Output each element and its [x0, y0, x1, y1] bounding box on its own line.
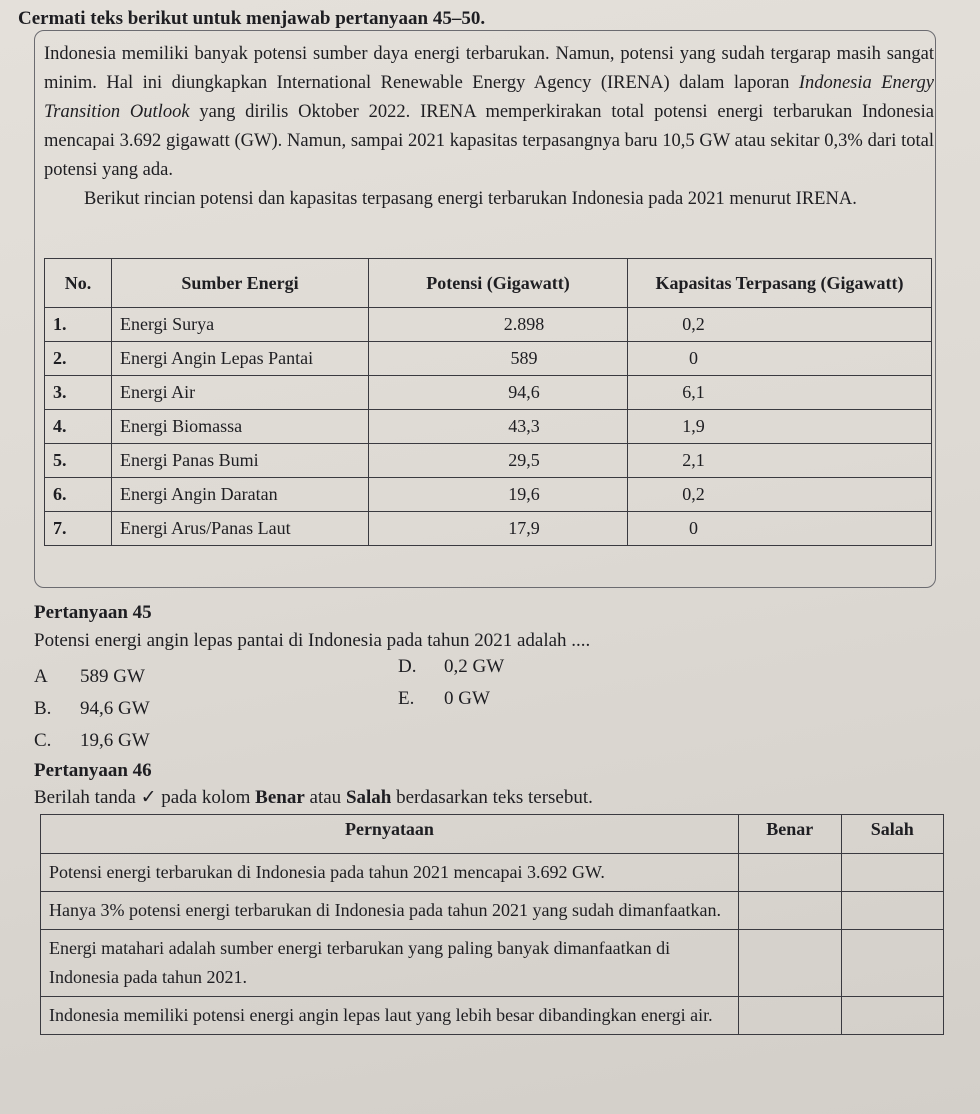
paragraph-1-text-b: yang dirilis Oktober 2022. IRENA memperkirakan total potensi energi terbarukan Indonesia mencapai 3.692 gigawatt (GW). Namun, sampai 2021 kapasitas terpasangnya baru 10,5 GW atau sekitar 0,3% dari total potensi yang ada.: [44, 102, 934, 180]
row-capacity: 0: [628, 342, 932, 376]
table-row: [45, 410, 932, 444]
row-source: Energi Air: [112, 376, 369, 410]
row-potential: 19,6: [369, 478, 628, 512]
true-false-table: [40, 814, 944, 1035]
header-no: No.: [45, 259, 112, 308]
question-45-title: Pertanyaan 45: [34, 602, 152, 623]
benar-checkbox[interactable]: [738, 892, 841, 930]
table-row: [45, 376, 932, 410]
statement-text: Hanya 3% potensi energi terbarukan di Indonesia pada tahun 2021 yang sudah dimanfaatkan.: [41, 892, 739, 930]
instruction-text-a: Berilah tanda ✓ pada kolom: [34, 787, 256, 808]
salah-checkbox[interactable]: [841, 997, 943, 1035]
option-text: 589 GW: [80, 666, 145, 687]
statement-row: [41, 854, 944, 892]
option-letter: C.: [34, 730, 52, 751]
salah-checkbox[interactable]: [841, 854, 943, 892]
statement-row: [41, 930, 944, 997]
header-benar: Benar: [738, 815, 841, 854]
header-source: Sumber Energi: [112, 259, 369, 308]
table-row: [45, 478, 932, 512]
question-46-instruction: [34, 786, 593, 809]
row-capacity: 2,1: [628, 444, 932, 478]
option-e[interactable]: [398, 688, 490, 710]
option-letter: D.: [398, 656, 417, 677]
benar-checkbox[interactable]: [738, 930, 841, 997]
statement-text: Potensi energi terbarukan di Indonesia pada tahun 2021 mencapai 3.692 GW.: [41, 854, 739, 892]
salah-checkbox[interactable]: [841, 892, 943, 930]
option-letter: E.: [398, 688, 415, 709]
row-potential: 2.898: [369, 308, 628, 342]
row-capacity: 0: [628, 512, 932, 546]
row-source: Energi Arus/Panas Laut: [112, 512, 369, 546]
option-letter: B.: [34, 698, 52, 719]
statement-text: Energi matahari adalah sumber energi terbarukan yang paling banyak dimanfaatkan di Indonesia pada tahun 2021.: [41, 930, 739, 997]
passage-paragraph-2: Berikut rincian potensi dan kapasitas terpasang energi terbarukan Indonesia pada 2021 menurut IRENA.: [84, 189, 857, 209]
header-salah: Salah: [841, 815, 943, 854]
salah-keyword: Salah: [345, 787, 392, 808]
row-no: 7.: [45, 512, 112, 546]
row-source: Energi Angin Daratan: [112, 478, 369, 512]
table-row: [45, 444, 932, 478]
row-potential: 43,3: [369, 410, 628, 444]
question-45-text: Potensi energi angin lepas pantai di Indonesia pada tahun 2021 adalah ....: [34, 630, 591, 651]
statement-row: [41, 892, 944, 930]
report-title: Indonesia Energy Transition Outlook: [44, 73, 934, 122]
row-source: Energi Angin Lepas Pantai: [112, 342, 369, 376]
energy-table: [44, 258, 932, 546]
header-capacity: Kapasitas Terpasang (Gigawatt): [628, 259, 932, 308]
option-text: 94,6 GW: [80, 698, 150, 719]
salah-checkbox[interactable]: [841, 930, 943, 997]
table-row: [45, 308, 932, 342]
row-source: Energi Panas Bumi: [112, 444, 369, 478]
row-no: 4.: [45, 410, 112, 444]
row-no: 1.: [45, 308, 112, 342]
option-letter: A: [34, 666, 48, 687]
row-potential: 29,5: [369, 444, 628, 478]
row-no: 3.: [45, 376, 112, 410]
option-b[interactable]: [34, 698, 150, 720]
row-potential: 17,9: [369, 512, 628, 546]
row-capacity: 0,2: [628, 308, 932, 342]
table-row: [45, 342, 932, 376]
row-no: 5.: [45, 444, 112, 478]
benar-checkbox[interactable]: [738, 854, 841, 892]
option-text: 0,2 GW: [444, 656, 505, 677]
statements-header: [41, 815, 944, 854]
passage-paragraph-1: [44, 40, 934, 185]
option-a[interactable]: [34, 666, 145, 688]
option-c[interactable]: [34, 730, 150, 752]
benar-checkbox[interactable]: [738, 997, 841, 1035]
reading-instruction: Cermati teks berikut untuk menjawab pertanyaan 45–50.: [18, 8, 486, 29]
option-text: 19,6 GW: [80, 730, 150, 751]
question-46-title: Pertanyaan 46: [34, 760, 152, 781]
row-source: Energi Biomassa: [112, 410, 369, 444]
table-row: [45, 512, 932, 546]
row-no: 6.: [45, 478, 112, 512]
header-statement: Pernyataan: [41, 815, 739, 854]
paragraph-1-text-a: Indonesia memiliki banyak potensi sumber daya energi terbarukan. Namun, potensi yang sudah tergarap masih sangat minim. Hal ini diungkapkan International Renewable Energy Agency (IRENA) dalam laporan: [44, 44, 934, 93]
energy-table-header: [45, 259, 932, 308]
row-potential: 589: [369, 342, 628, 376]
row-potential: 94,6: [369, 376, 628, 410]
option-d[interactable]: [398, 656, 504, 678]
row-capacity: 0,2: [628, 478, 932, 512]
benar-keyword: Benar: [255, 787, 305, 808]
instruction-text-c: berdasarkan teks tersebut.: [391, 787, 593, 808]
row-source: Energi Surya: [112, 308, 369, 342]
statement-row: [41, 997, 944, 1035]
reading-passage: [44, 40, 934, 214]
header-potential: Potensi (Gigawatt): [369, 259, 628, 308]
instruction-text-b: atau: [304, 787, 346, 808]
statement-text: Indonesia memiliki potensi energi angin lepas laut yang lebih besar dibandingkan energi air.: [41, 997, 739, 1035]
option-text: 0 GW: [444, 688, 490, 709]
row-no: 2.: [45, 342, 112, 376]
row-capacity: 6,1: [628, 376, 932, 410]
row-capacity: 1,9: [628, 410, 932, 444]
